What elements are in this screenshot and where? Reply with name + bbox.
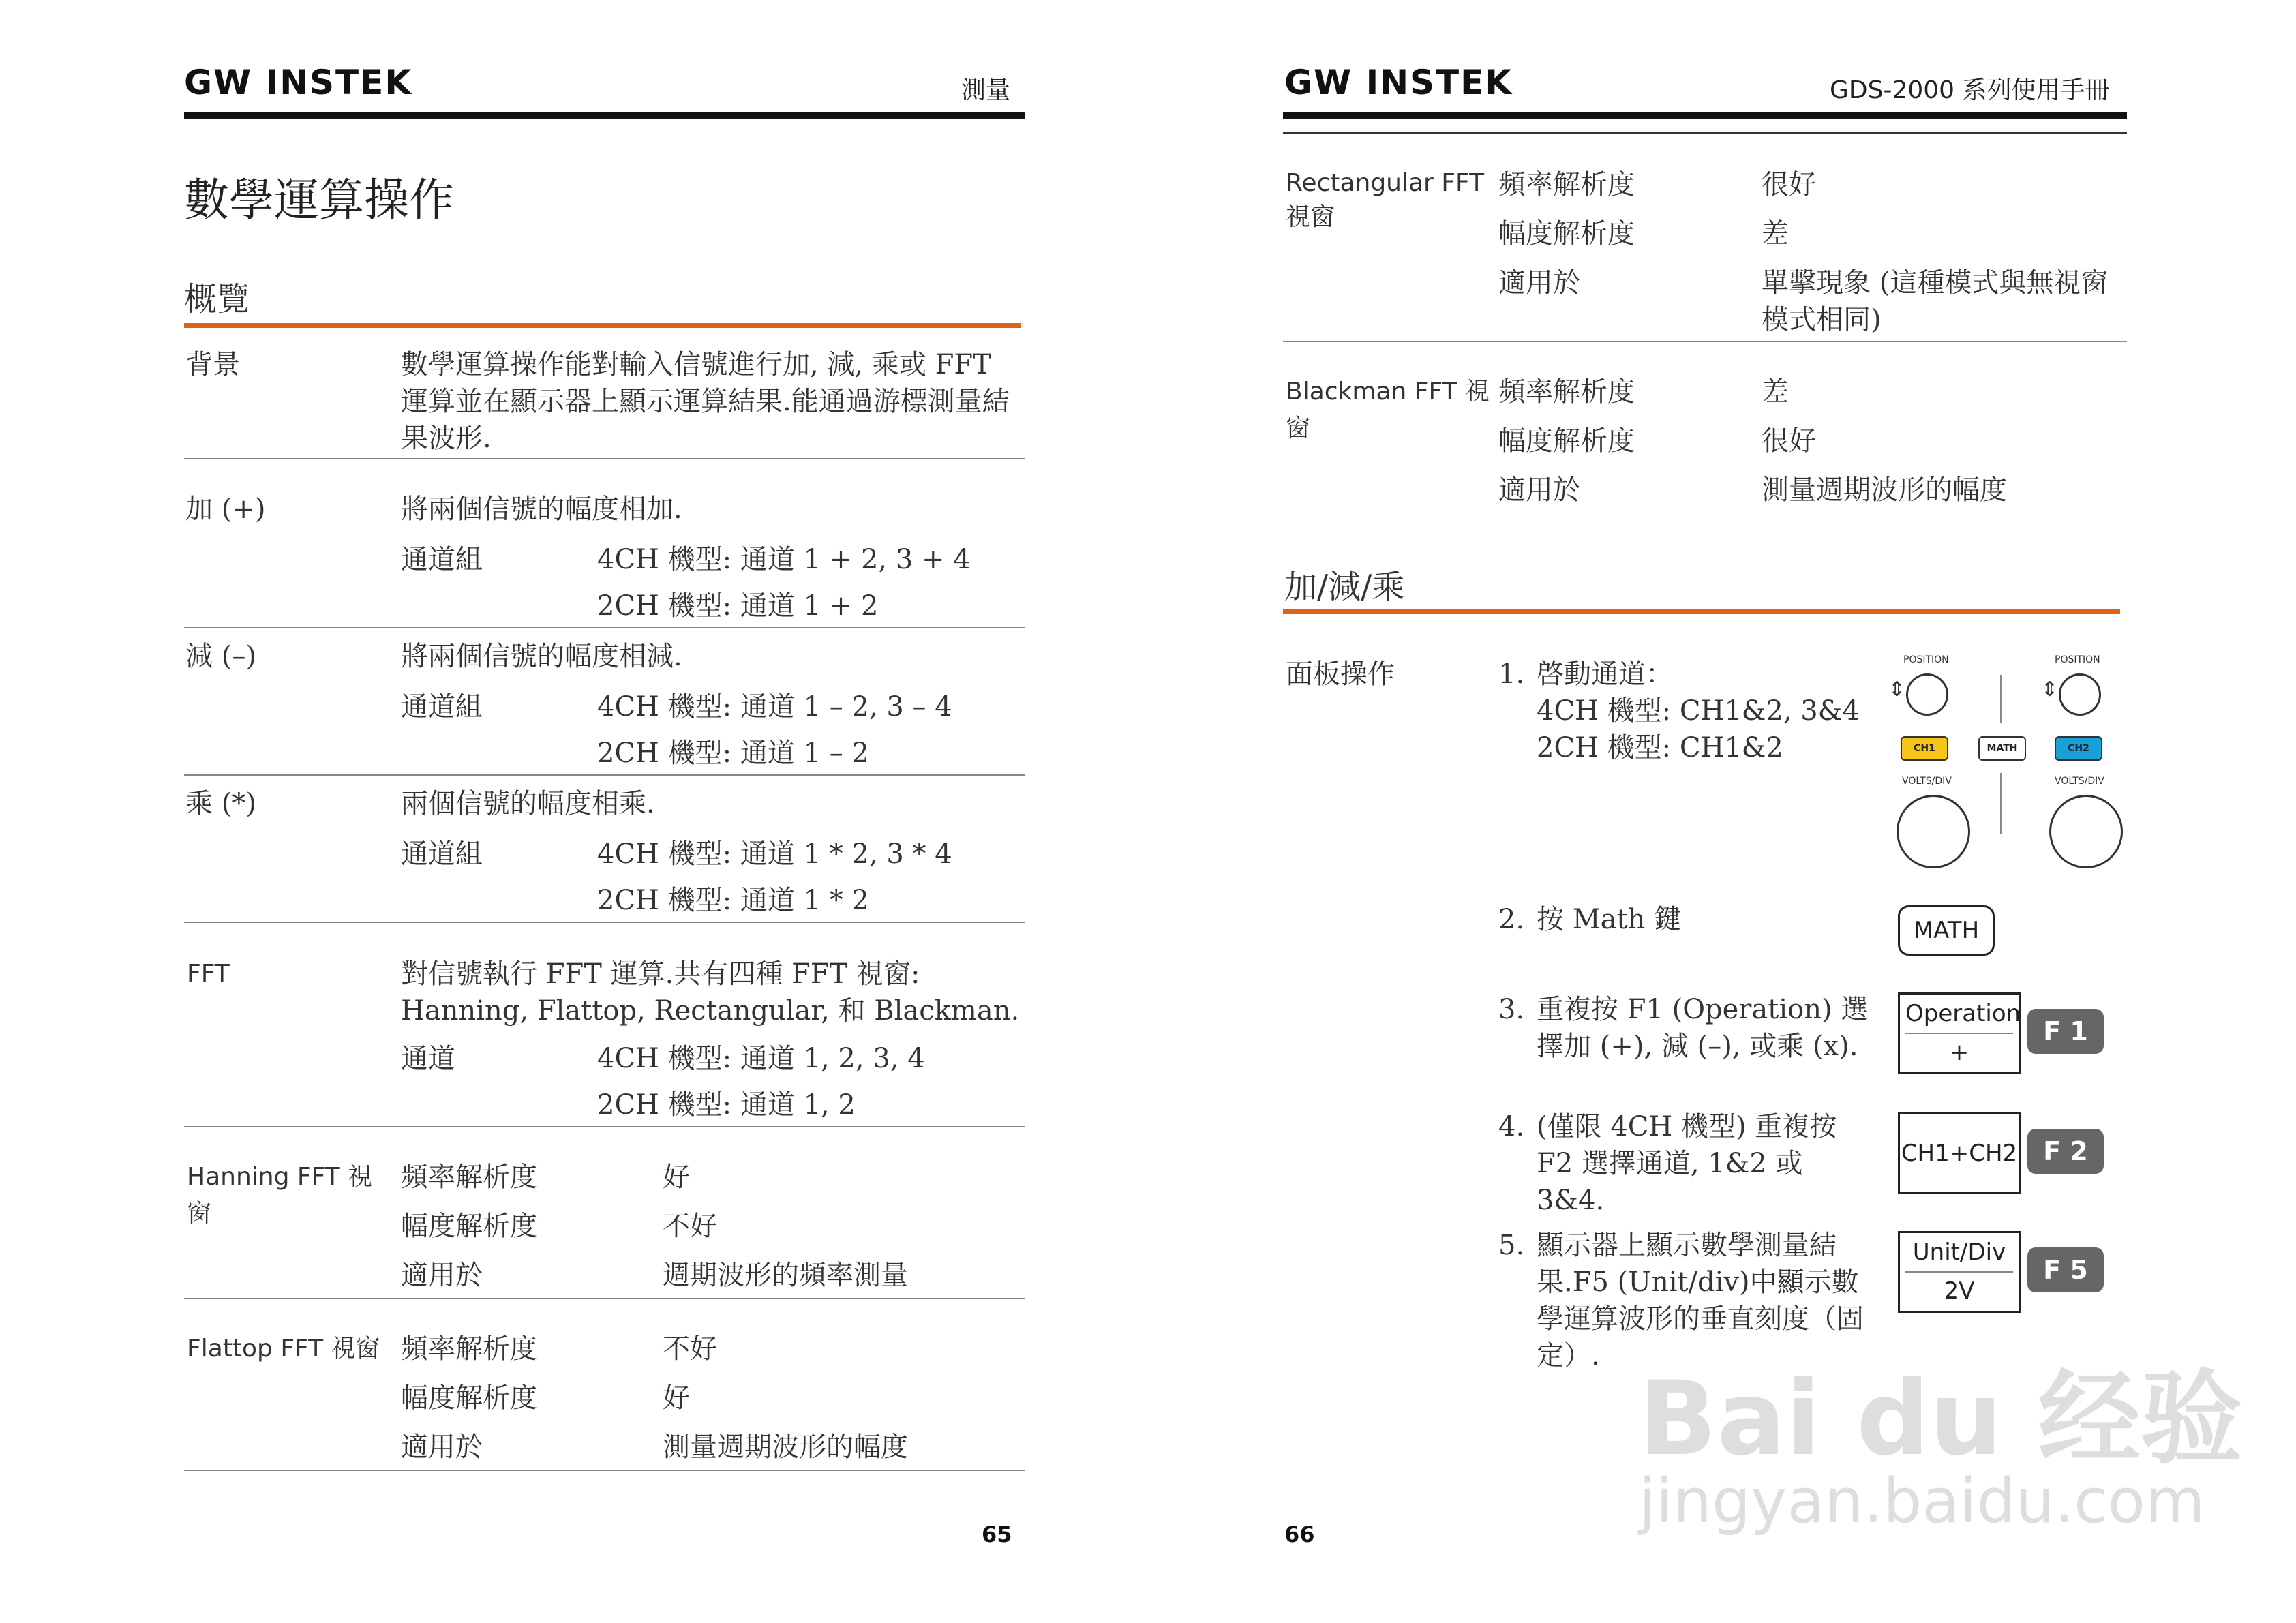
f2-key[interactable]: F 2 [2027,1129,2104,1174]
baidu-watermark-logo: Bai du 经验 [1639,1360,2243,1478]
row-divider [184,1470,1025,1471]
row-label: 背景 [185,349,240,380]
window-prop-value: 測量週期波形的幅度 [1762,474,2007,506]
panel-divider [2000,675,2002,723]
window-prop-value: 好 [663,1382,690,1414]
position-label: POSITION [2055,654,2100,665]
row-value: 4CH 機型: 通道 1 – 2, 3 – 4 [597,691,952,723]
window-prop-value: 測量週期波形的幅度 [663,1431,908,1463]
gw-instek-logo: GW INSTEK [1284,63,1513,102]
row-value: 2CH 機型: 通道 1 + 2 [597,590,879,622]
step-number: 3. [1498,994,1525,1025]
volts-div-knob-ch2[interactable] [2049,795,2123,868]
page-title: 數學運算操作 [184,174,454,226]
window-label: Hanning FFT 視窗 [187,1163,373,1228]
volts-div-knob-ch1[interactable] [1897,795,1970,868]
baidu-watermark-url: jingyan.baidu.com [1639,1466,2205,1537]
header-rule [184,112,1025,119]
row-sub-label: 通道組 [401,838,483,870]
row-label: 加 (+) [185,494,266,525]
row-sub-label: 通道組 [401,544,483,575]
window-prop-name: 適用於 [401,1431,483,1463]
window-prop-value: 好 [663,1162,690,1193]
row-description: 對信號執行 FFT 運算.共有四種 FFT 視窗: Hanning, Flattop, Rectangular, 和 Blackman. [401,958,1020,1027]
f5-key[interactable]: F 5 [2027,1247,2104,1292]
step-number: 1. [1498,658,1525,690]
softkey-value: + [1949,1039,1969,1066]
window-prop-value: 週期波形的頻率測量 [663,1260,908,1291]
step-text: 按 Math 鍵 [1537,904,1682,935]
up-down-arrow-icon: ⇕ [2041,678,2059,701]
row-label: 乘 (*) [185,788,256,819]
softkey-title: Unit/Div [1905,1233,2013,1273]
window-prop-value: 很好 [1762,425,1816,457]
f1-key[interactable]: F 1 [2027,1009,2104,1054]
operation-softkey[interactable] [1898,992,2021,1074]
window-prop-name: 幅度解析度 [401,1211,537,1242]
window-prop-name: 適用於 [1498,267,1580,299]
window-prop-name: 適用於 [1498,474,1580,506]
step-number: 5. [1498,1230,1525,1261]
gw-instek-logo: GW INSTEK [184,63,413,102]
section-rule [1283,609,2120,614]
up-down-arrow-icon: ⇕ [1888,678,1906,701]
step-number: 4. [1498,1111,1525,1142]
row-sub-label: 通道組 [401,691,483,723]
row-divider [184,1298,1025,1299]
section-heading: 加/減/乘 [1284,568,1405,606]
step-text: (僅限 4CH 機型) 重複按 F2 選擇通道, 1&2 或 3&4. [1537,1111,1837,1216]
softkey-value: 2V [1944,1277,1975,1305]
window-label: Blackman FFT 視窗 [1286,378,1490,442]
window-prop-name: 幅度解析度 [1498,218,1635,249]
row-value: 4CH 機型: 通道 1 * 2, 3 * 4 [597,838,952,870]
step-text: 重複按 F1 (Operation) 選擇加 (+), 減 (–), 或乘 (x). [1537,994,1869,1062]
volts-div-label: VOLTS/DIV [1902,776,1952,787]
position-label: POSITION [1903,654,1949,665]
step-text: 啓動通道： 4CH 機型: CH1&2, 3&4 2CH 機型: CH1&2 [1537,658,1860,763]
row-value: 2CH 機型: 通道 1 * 2 [597,885,869,916]
row-label: 減 (–) [185,641,256,672]
header-manual-title: GDS-2000 系列使用手冊 [1830,76,2110,104]
ch2-button[interactable]: CH2 [2055,736,2102,761]
row-description: 將兩個信號的幅度相減. [401,641,682,672]
section-heading: 概覽 [184,280,250,318]
window-prop-value: 很好 [1762,169,1816,200]
row-description: 將兩個信號的幅度相加. [401,494,682,525]
window-prop-name: 頻率解析度 [401,1333,537,1365]
window-prop-name: 頻率解析度 [1498,169,1635,200]
window-prop-name: 頻率解析度 [401,1162,537,1193]
window-prop-name: 頻率解析度 [1498,376,1635,408]
position-knob-ch1[interactable] [1906,673,1948,716]
row-value: 2CH 機型: 通道 1, 2 [597,1089,856,1121]
step-number: 2. [1498,904,1525,935]
window-prop-value: 差 [1762,218,1789,249]
channel-softkey[interactable]: CH1+CH2 [1898,1112,2021,1194]
header-subrule [1283,132,2127,134]
right-page [1148,0,2296,1623]
header-section-label: 測量 [961,76,1011,104]
page-number: 65 [982,1521,1012,1547]
row-divider [1283,341,2127,342]
window-prop-name: 幅度解析度 [1498,425,1635,457]
page-number: 66 [1284,1521,1315,1547]
row-value: 4CH 機型: 通道 1, 2, 3, 4 [597,1043,925,1074]
math-small-button[interactable]: MATH [1978,736,2026,761]
section-rule [184,323,1021,328]
ch1-button[interactable]: CH1 [1901,736,1948,761]
row-description: 數學運算操作能對輸入信號進行加, 減, 乘或 FFT 運算並在顯示器上顯示運算結果.能通過游標測量結果波形. [401,349,1010,454]
position-knob-ch2[interactable] [2059,673,2101,716]
row-label: FFT [187,960,230,988]
math-key[interactable]: MATH [1898,905,1995,956]
window-prop-name: 幅度解析度 [401,1382,537,1414]
row-divider [184,627,1025,628]
row-divider [184,774,1025,776]
row-divider [184,922,1025,923]
window-prop-value: 不好 [663,1211,717,1242]
window-prop-name: 適用於 [401,1260,483,1291]
row-value: 2CH 機型: 通道 1 – 2 [597,738,869,769]
softkey-title: Operation [1905,995,2013,1034]
row-description: 兩個信號的幅度相乘. [401,788,655,819]
window-prop-value: 不好 [663,1333,717,1365]
unit-div-softkey[interactable] [1898,1231,2021,1313]
window-label: Rectangular FFT 視窗 [1286,169,1485,231]
window-label: Flattop FFT 視窗 [187,1335,380,1363]
row-divider [184,458,1025,459]
step-text: 顯示器上顯示數學測量結果.F5 (Unit/div)中顯示數學運算波形的垂直刻度（固定）. [1537,1230,1864,1371]
volts-div-label: VOLTS/DIV [2055,776,2104,787]
row-divider [184,1126,1025,1127]
panel-divider [2000,773,2002,834]
window-prop-value: 差 [1762,376,1789,408]
header-rule [1283,112,2127,119]
window-prop-value: 單擊現象 (這種模式與無視窗模式相同) [1762,267,2109,335]
row-value: 4CH 機型: 通道 1 + 2, 3 + 4 [597,544,971,575]
row-sub-label: 通道 [401,1043,455,1074]
panel-operation-label: 面板操作 [1286,658,1395,690]
